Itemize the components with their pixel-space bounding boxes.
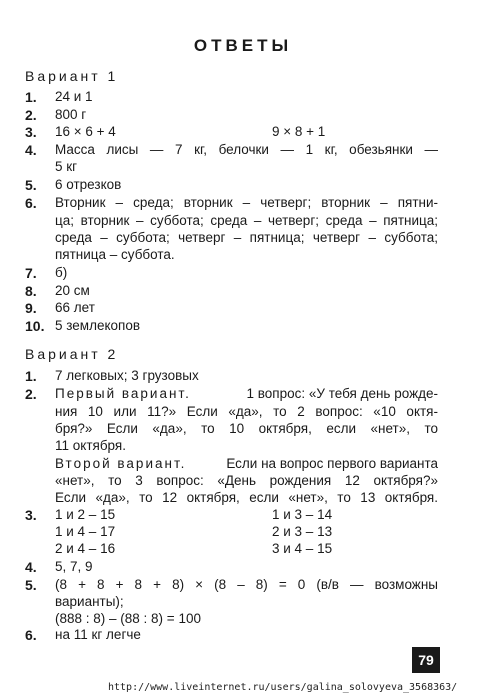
v1-answer-6-line-3: среда – суббота; четверг – пятница; четверг – суббота; <box>55 230 438 245</box>
v2-answer-2-line-5 <box>55 456 438 471</box>
v1-answer-3-left: 16 × 6 + 4 <box>55 124 116 139</box>
v2-answer-2-line-2: ния 10 или 11?» Если «да», то 2 вопрос: «10 октя- <box>55 404 438 419</box>
v2-answer-5-line-2: варианты); <box>55 594 124 609</box>
v1-answer-8: 20 см <box>55 283 90 298</box>
page-title: ОТВЕТЫ <box>193 36 293 55</box>
v2-answer-2-line-4: 11 октября. <box>55 438 126 453</box>
v1-number-10: 10. <box>25 318 45 334</box>
v2-answer-6: на 11 кг легче <box>55 627 141 642</box>
v1-number-8: 8. <box>25 283 37 299</box>
variant-2-heading: Вариант 2 <box>25 346 119 362</box>
v2-answer-3-right-3: 3 и 4 – 15 <box>272 541 333 556</box>
v1-answer-3-right: 9 × 8 + 1 <box>272 124 326 139</box>
second-variant-text: Если на вопрос первого варианта <box>226 456 438 471</box>
v1-answer-4-line-1: Масса лисы — 7 кг, белочки — 1 кг, обезьянки — <box>55 142 438 157</box>
v2-answer-2-line-1 <box>55 386 438 401</box>
v1-answer-6-line-1: Вторник – среда; вторник – четверг; вторник – пятни- <box>55 195 438 210</box>
page-number: 79 <box>412 647 440 673</box>
v1-answer-5: 6 отрезков <box>55 177 122 192</box>
v2-number-1: 1. <box>25 368 37 384</box>
v1-answer-6-line-2: ца; вторник – суббота; среда – четверг; среда – пятница; <box>55 213 438 228</box>
v1-answer-4-line-2: 5 кг <box>55 159 78 174</box>
v1-number-1: 1. <box>25 89 37 105</box>
variant-1-heading: Вариант 1 <box>25 68 119 84</box>
footer-url: http://www.liveinternet.ru/users/galina_solovyeva_3568363/ <box>108 682 458 693</box>
v2-number-4: 4. <box>25 559 37 575</box>
v1-number-7: 7. <box>25 265 37 281</box>
v2-number-5: 5. <box>25 577 37 593</box>
v1-number-3: 3. <box>25 124 37 140</box>
v1-number-5: 5. <box>25 177 37 193</box>
first-variant-label: Первый вариант. <box>55 386 191 401</box>
v1-answer-7: б) <box>55 265 68 280</box>
v1-answer-1: 24 и 1 <box>55 89 93 104</box>
v1-answer-2: 800 г <box>55 107 87 122</box>
v2-number-6: 6. <box>25 627 37 643</box>
v2-answer-2-line-6: «нет», то 3 вопрос: «День рождения 12 октября?» <box>55 473 438 488</box>
v2-number-2: 2. <box>25 386 37 402</box>
v2-answer-3-left-1: 1 и 2 – 15 <box>55 507 116 522</box>
second-variant-label: Второй вариант. <box>55 456 187 471</box>
v2-answer-2-line-3: бря?» Если «да», то 10 октября, если «нет», то <box>55 421 438 436</box>
v2-answer-1: 7 легковых; 3 грузовых <box>55 368 199 383</box>
v2-answer-3-left-3: 2 и 4 – 16 <box>55 541 116 556</box>
v1-number-9: 9. <box>25 300 37 316</box>
v2-answer-3-left-2: 1 и 4 – 17 <box>55 524 116 539</box>
v1-number-2: 2. <box>25 107 37 123</box>
v1-answer-6-line-4: пятница – суббота. <box>55 247 175 262</box>
v2-answer-4: 5, 7, 9 <box>55 559 93 574</box>
v2-answer-3-right-1: 1 и 3 – 14 <box>272 507 333 522</box>
v1-answer-9: 66 лет <box>55 300 95 315</box>
v2-answer-3-right-2: 2 и 3 – 13 <box>272 524 333 539</box>
v2-answer-5-line-3: (888 : 8) – (88 : 8) = 100 <box>55 611 201 626</box>
v1-answer-10: 5 землекопов <box>55 318 141 333</box>
first-variant-text: 1 вопрос: «У тебя день рожде- <box>246 386 438 401</box>
v1-number-4: 4. <box>25 142 37 158</box>
v1-number-6: 6. <box>25 195 37 211</box>
v2-number-3: 3. <box>25 507 37 523</box>
v2-answer-5-line-1: (8 + 8 + 8 + 8) × (8 – 8) = 0 (в/в — возможны <box>55 577 438 592</box>
v2-answer-2-line-7: Если «да», то 12 октября, если «нет», то 13 октября. <box>55 490 438 505</box>
